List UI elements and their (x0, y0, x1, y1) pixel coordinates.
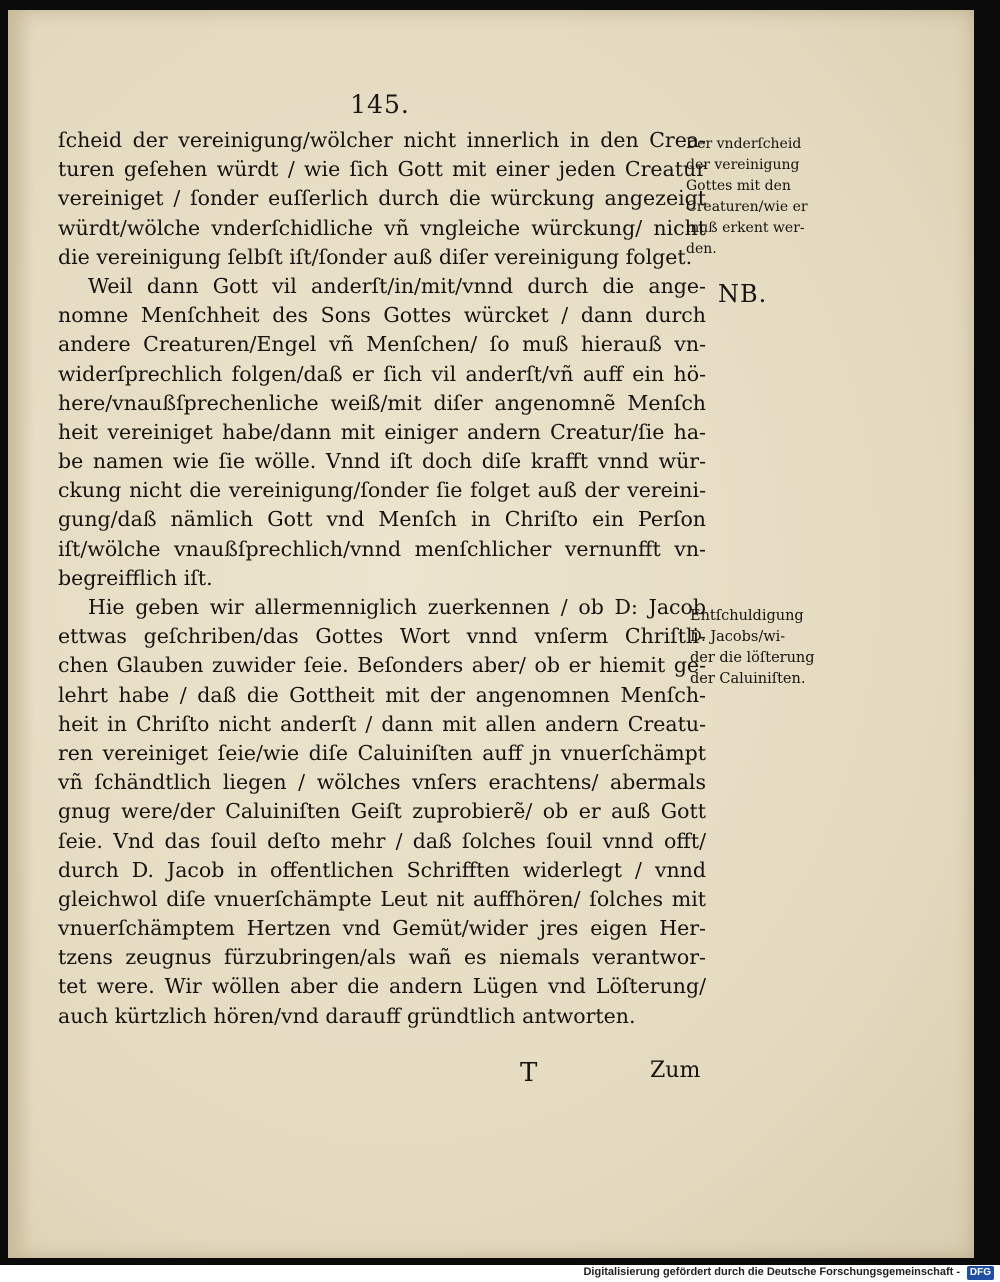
text-line: ſcheid der vereinigung/wölcher nicht innerlich in den Crea- (58, 128, 706, 152)
page-spine-shadow (8, 10, 34, 1258)
text-line: andere Creaturen/Engel vñ Menſchen/ ſo muß hierauß vn- (58, 332, 706, 357)
text-line: die vereinigung ſelbſt iſt/ſonder auß diſer vereinigung folget. (58, 244, 693, 269)
marginal-note-union (686, 134, 808, 260)
text-line: be namen wie ſie wölle. Vnnd iſt doch diſe krafft vnnd wür- (58, 449, 706, 474)
marginal-note-line: der die löſterung (690, 650, 815, 666)
text-line: vereiniget / ſonder euſſerlich durch die würckung angezeigt (58, 186, 706, 211)
marginal-note-line: Gottes mit den (686, 178, 791, 194)
text-line: auch kürtzlich hören/vnd darauff gründtlich antworten. (58, 1003, 636, 1028)
text-line: gleichwol diſe vnuerſchämpte Leut nit auffhören/ ſolches mit (58, 886, 706, 911)
marginal-note-line: der Caluiniſten. (690, 671, 806, 687)
signature-mark: T (520, 1058, 538, 1088)
text-line: Hie geben wir allermenniglich zuerkennen / ob D: Jacob (88, 595, 706, 619)
dfg-logo-icon: DFG (967, 1266, 994, 1280)
text-line: ſeie. Vnd das ſouil deſto mehr / daß ſolches ſouil vnnd offt/ (58, 828, 706, 853)
marginal-note-excuse (690, 606, 815, 690)
text-line: gung/daß nämlich Gott vnd Menſch in Chriſto ein Perſon (58, 507, 706, 532)
footer-credit: Digitalisierung gefördert durch die Deutsche Forschungsgemeinschaft - (583, 1266, 960, 1278)
text-line: nomne Menſchheit des Sons Gottes würcket / dann durch (58, 303, 706, 328)
text-line: lehrt habe / daß die Gottheit mit der angenomnen Menſch- (58, 682, 706, 707)
marginal-note-line: der vereinigung (686, 157, 800, 173)
marginal-note-line: Creaturen/wie er (686, 199, 808, 215)
text-line: ckung nicht die vereinigung/ſonder ſie folget auß der vereini- (58, 478, 706, 503)
text-line: vñ ſchändtlich liegen / wölches vnſers erachtens/ abermals (58, 770, 706, 795)
marginal-note-line: den. (686, 241, 717, 257)
text-line: durch D. Jacob in offentlichen Schrifften widerlegt / vnnd (58, 857, 706, 882)
text-line: heit in Chriſto nicht anderſt / dann mit allen andern Creatu- (58, 711, 706, 736)
text-line: gnug were/der Caluiniſten Geiſt zuprobierẽ/ ob er auß Gott (58, 799, 706, 824)
text-line: begreifflich iſt. (58, 565, 213, 590)
text-line: here/vnaußſprechenliche weiß/mit diſer angenomnẽ Menſch (58, 390, 706, 415)
text-line: tet were. Wir wöllen aber die andern Lügen vnd Löſterung/ (58, 974, 706, 999)
marginal-note-line: D. Jacobs/wi- (690, 629, 786, 645)
text-line: heit vereiniget habe/dann mit einiger andern Creatur/ſie ha- (58, 419, 706, 444)
marginal-note-line: muß erkent wer- (686, 220, 805, 236)
text-line: ettwas geſchriben/das Gottes Wort vnnd vnſerm Chriſtli- (58, 624, 706, 649)
text-line: würdt/wölche vnderſchidliche vñ vngleiche würckung/ nicht (58, 215, 706, 240)
text-line: vnuerſchämptem Hertzen vnd Gemüt/wider jres eigen Her- (58, 916, 706, 941)
text-line: ren vereiniget ſeie/wie diſe Caluiniſten auff jn vnuerſchämpt (58, 740, 706, 765)
text-line: Weil dann Gott vil anderſt/in/mit/vnnd durch die ange- (88, 273, 706, 298)
marginal-note-line: Der vnderſcheid (686, 136, 802, 152)
text-line: iſt/wölche vnaußſprechlich/vnnd menſchlicher vernunfft vn- (58, 536, 706, 561)
text-line: turen geſehen würdt / wie ſich Gott mit einer jeden Creatur (58, 157, 706, 182)
text-line: tzens zeugnus fürzubringen/als wañ es niemals verantwor- (58, 945, 706, 970)
marginal-note-line: Entſchuldigung (690, 608, 804, 624)
marginal-note-nb: NB. (718, 280, 768, 308)
text-line: chen Glauben zuwider ſeie. Beſonders aber/ ob er hiemit ge- (58, 653, 706, 678)
body-text (58, 126, 706, 1031)
catchword: Zum (650, 1058, 701, 1083)
text-line: widerſprechlich folgen/daß er ſich vil anderſt/vñ auff ein hö- (58, 361, 706, 386)
page-number: 145. (350, 90, 410, 119)
